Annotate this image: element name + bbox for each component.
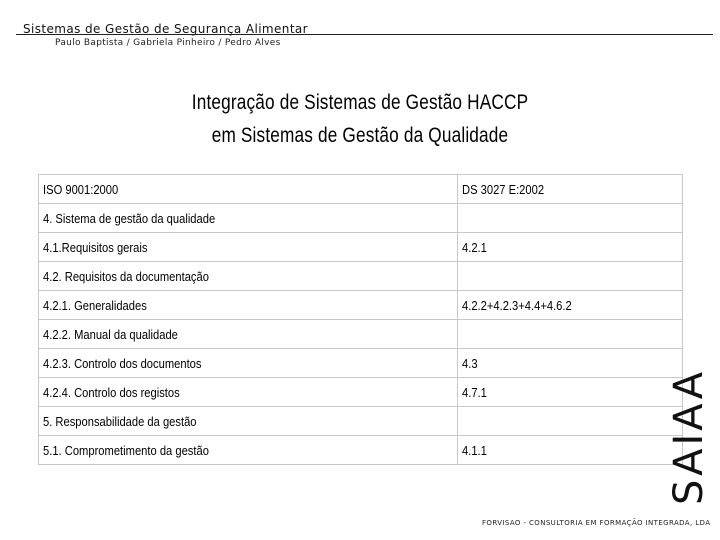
slide-title bbox=[65, 86, 655, 152]
table-row bbox=[39, 204, 683, 233]
ds-text: 4.1.1 bbox=[462, 442, 487, 458]
ds-cell bbox=[458, 320, 683, 349]
table-row bbox=[39, 262, 683, 291]
iso-text: 5. Responsabilidade da gestão bbox=[43, 413, 197, 429]
iso-cell bbox=[39, 320, 458, 349]
ds-text: 4.2.1 bbox=[462, 239, 487, 255]
iso-cell bbox=[39, 233, 458, 262]
ds-cell bbox=[458, 378, 683, 407]
iso-text: 4.2.2. Manual da qualidade bbox=[43, 326, 178, 342]
iso-cell bbox=[39, 175, 458, 204]
iso-cell bbox=[39, 349, 458, 378]
table-row bbox=[39, 349, 683, 378]
ds-cell bbox=[458, 436, 683, 465]
ds-cell bbox=[458, 291, 683, 320]
ds-text: DS 3027 E:2002 bbox=[462, 181, 545, 197]
ds-text: 4.2.2+4.2.3+4.4+4.6.2 bbox=[462, 297, 572, 313]
iso-text: ISO 9001:2000 bbox=[43, 181, 119, 197]
header-title: Sistemas de Gestão de Segurança Alimentar bbox=[23, 22, 309, 36]
ds-cell bbox=[458, 262, 683, 291]
header-authors: Paulo Baptista / Gabriela Pinheiro / Pedro Alves bbox=[55, 38, 281, 48]
mapping-table bbox=[38, 174, 683, 465]
table-row bbox=[39, 320, 683, 349]
iso-cell bbox=[39, 204, 458, 233]
iso-text: 4.2.3. Controlo dos documentos bbox=[43, 355, 202, 371]
footer-company: FORVISAO - CONSULTORIA EM FORMAÇÃO INTEGRADA, LDA bbox=[482, 519, 711, 527]
ds-cell bbox=[458, 233, 683, 262]
table-row bbox=[39, 407, 683, 436]
ds-cell bbox=[458, 349, 683, 378]
iso-text: 4.1.Requisitos gerais bbox=[43, 239, 148, 255]
header-divider bbox=[16, 34, 713, 35]
table-row bbox=[39, 175, 683, 204]
iso-text: 4.2.1. Generalidades bbox=[43, 297, 147, 313]
ds-text: 4.3 bbox=[462, 355, 478, 371]
table-row bbox=[39, 233, 683, 262]
iso-cell bbox=[39, 378, 458, 407]
saiaa-logo: SAIAA bbox=[666, 368, 712, 505]
iso-cell bbox=[39, 407, 458, 436]
ds-cell bbox=[458, 204, 683, 233]
ds-cell bbox=[458, 407, 683, 436]
iso-cell bbox=[39, 262, 458, 291]
iso-text: 4. Sistema de gestão da qualidade bbox=[43, 210, 216, 226]
iso-text: 5.1. Comprometimento da gestão bbox=[43, 442, 209, 458]
ds-cell bbox=[458, 175, 683, 204]
table-row bbox=[39, 378, 683, 407]
iso-text: 4.2.4. Controlo dos registos bbox=[43, 384, 180, 400]
table-row bbox=[39, 291, 683, 320]
ds-text: 4.7.1 bbox=[462, 384, 487, 400]
slide-title-line-1: Integração de Sistemas de Gestão HACCP bbox=[191, 91, 529, 114]
iso-cell bbox=[39, 436, 458, 465]
table-row bbox=[39, 436, 683, 465]
slide-title-line-2: em Sistemas de Gestão da Qualidade bbox=[211, 124, 509, 147]
iso-text: 4.2. Requisitos da documentação bbox=[43, 268, 209, 284]
iso-cell bbox=[39, 291, 458, 320]
